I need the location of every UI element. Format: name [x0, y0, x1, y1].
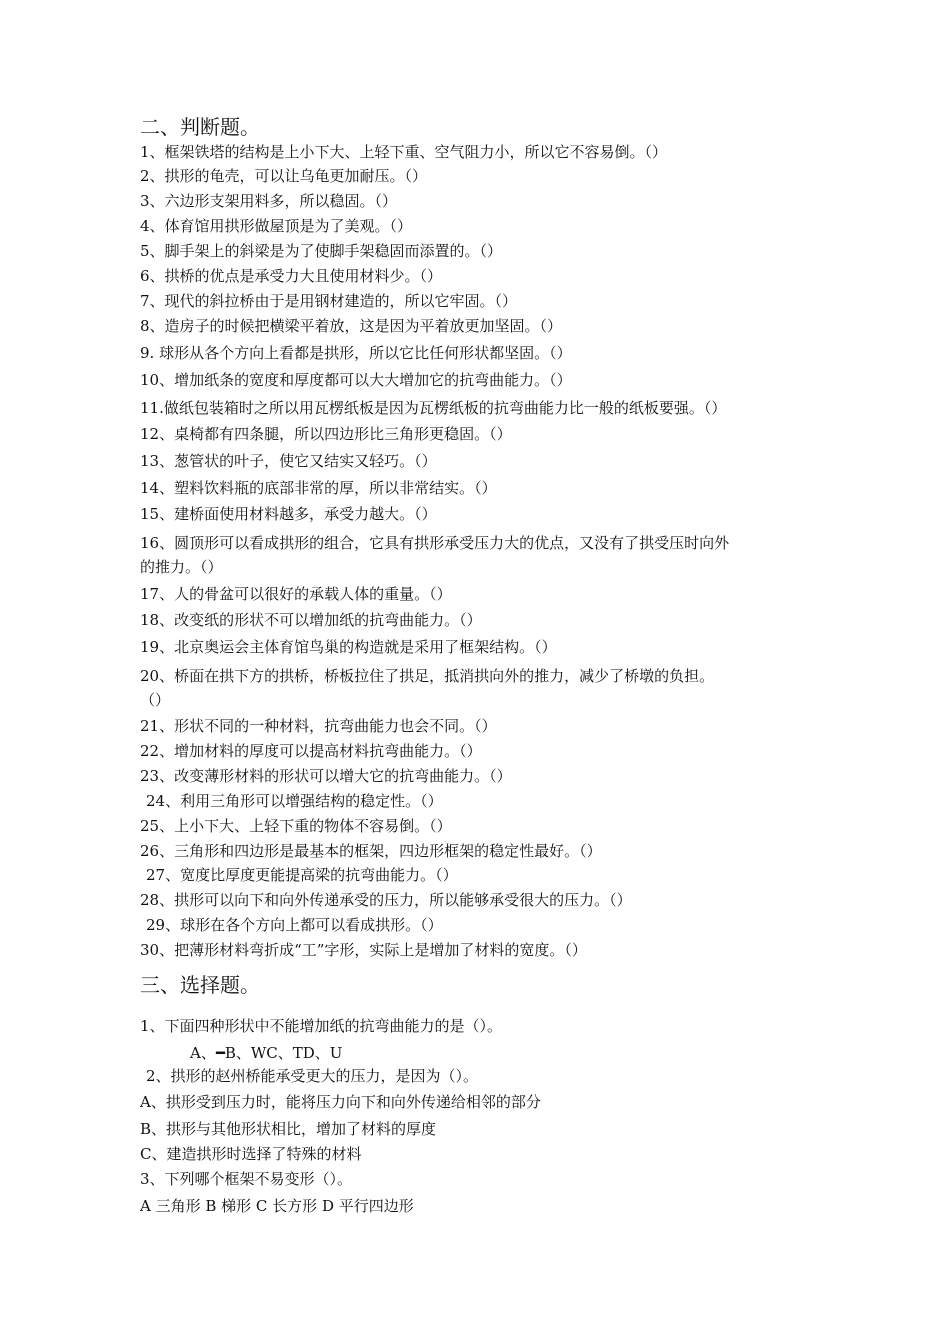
judgment-item-9: 9. 球形从各个方向上看都是拱形，所以它比任何形状都坚固。（） — [140, 344, 572, 362]
judgment-item-11: 11.做纸包装箱时之所以用瓦楞纸板是因为瓦楞纸板的抗弯曲能力比一般的纸板要强。（） — [140, 399, 727, 417]
judgment-item-25: 25、上小下大、上轻下重的物体不容易倒。（） — [140, 817, 452, 835]
judgment-item-19: 19、北京奥运会主体育馆鸟巢的构造就是采用了框架结构。（） — [140, 638, 557, 656]
judgment-item-10: 10、增加纸条的宽度和厚度都可以大大增加它的抗弯曲能力。（） — [140, 371, 572, 389]
judgment-item-23: 23、改变薄形材料的形状可以增大它的抗弯曲能力。（） — [140, 767, 512, 785]
judgment-item-27: 27、宽度比厚度更能提高梁的抗弯曲能力。（） — [146, 866, 458, 884]
judgment-item-26: 26、三角形和四边形是最基本的框架，四边形框架的稳定性最好。（） — [140, 842, 602, 860]
judgment-item-14: 14、塑料饮料瓶的底部非常的厚，所以非常结实。（） — [140, 479, 497, 497]
section-title-choice: 三、选择题。 — [140, 973, 260, 997]
judgment-item-8: 8、造房子的时候把横梁平着放，这是因为平着放更加坚固。（） — [140, 317, 563, 335]
judgment-item-29: 29、球形在各个方向上都可以看成拱形。（） — [146, 916, 443, 934]
choice-question-3: 3、下列哪个框架不易变形（）。 — [140, 1170, 353, 1188]
section-title-judgment: 二、判断题。 — [140, 115, 260, 139]
judgment-item-24: 24、利用三角形可以增强结构的稳定性。（） — [146, 792, 443, 810]
judgment-item-6: 6、拱桥的优点是承受力大且使用材料少。（） — [140, 267, 443, 285]
judgment-item-30: 30、把薄形材料弯折成“工”字形，实际上是增加了材料的宽度。（） — [140, 941, 587, 959]
judgment-item-15: 15、建桥面使用材料越多，承受力越大。（） — [140, 505, 437, 523]
judgment-item-21: 21、形状不同的一种材料，抗弯曲能力也会不同。（） — [140, 717, 497, 735]
judgment-item-7: 7、现代的斜拉桥由于是用钢材建造的，所以它牢固。（） — [140, 292, 518, 310]
judgment-item-3: 3、六边形支架用料多，所以稳固。（） — [140, 192, 398, 210]
judgment-item-18: 18、改变纸的形状不可以增加纸的抗弯曲能力。（） — [140, 611, 482, 629]
judgment-item-12: 12、桌椅都有四条腿，所以四边形比三角形更稳固。（） — [140, 425, 512, 443]
judgment-item-22: 22、增加材料的厚度可以提高材料抗弯曲能力。（） — [140, 742, 482, 760]
judgment-item-5: 5、脚手架上的斜梁是为了使脚手架稳固而添置的。（） — [140, 242, 503, 260]
judgment-item-20: 20、桥面在拱下方的拱桥，桥板拉住了拱足，抵消拱向外的推力，减少了桥墩的负担。 — [140, 667, 715, 685]
judgment-item-4: 4、体育馆用拱形做屋顶是为了美观。（） — [140, 217, 413, 235]
choice-question-2-option-b: B、拱形与其他形状相比，增加了材料的厚度 — [140, 1120, 437, 1138]
judgment-item-1: 1、框架铁塔的结构是上小下大、上轻下重、空气阻力小，所以它不容易倒。（） — [140, 143, 668, 161]
choice-question-2-option-c: C、建造拱形时选择了特殊的材料 — [140, 1145, 362, 1163]
choice-question-2: 2、拱形的赵州桥能承受更大的压力，是因为（）。 — [146, 1067, 479, 1085]
judgment-item-13: 13、葱管状的叶子，使它又结实又轻巧。（） — [140, 452, 437, 470]
judgment-item-16: 16、圆顶形可以看成拱形的组合，它具有拱形承受压力大的优点，又没有了拱受压时向外 — [140, 534, 730, 552]
choice-question-2-option-a: A、拱形受到压力时，能将压力向下和向外传递给相邻的部分 — [140, 1093, 541, 1111]
judgment-item-16-continued: 的推力。（） — [140, 558, 223, 576]
judgment-item-17: 17、人的骨盆可以很好的承载人体的重量。（） — [140, 585, 452, 603]
judgment-item-20-continued: （） — [140, 691, 171, 709]
choice-question-1: 1、下面四种形状中不能增加纸的抗弯曲能力的是（）。 — [140, 1017, 503, 1035]
judgment-item-28: 28、拱形可以向下和向外传递承受的压力，所以能够承受很大的压力。（） — [140, 891, 632, 909]
judgment-item-2: 2、拱形的龟壳，可以让乌龟更加耐压。（） — [140, 167, 428, 185]
choice-question-1-options: A、━B、WC、TD、U — [190, 1044, 343, 1062]
choice-question-3-options: A 三角形 B 梯形 C 长方形 D 平行四边形 — [140, 1197, 414, 1215]
